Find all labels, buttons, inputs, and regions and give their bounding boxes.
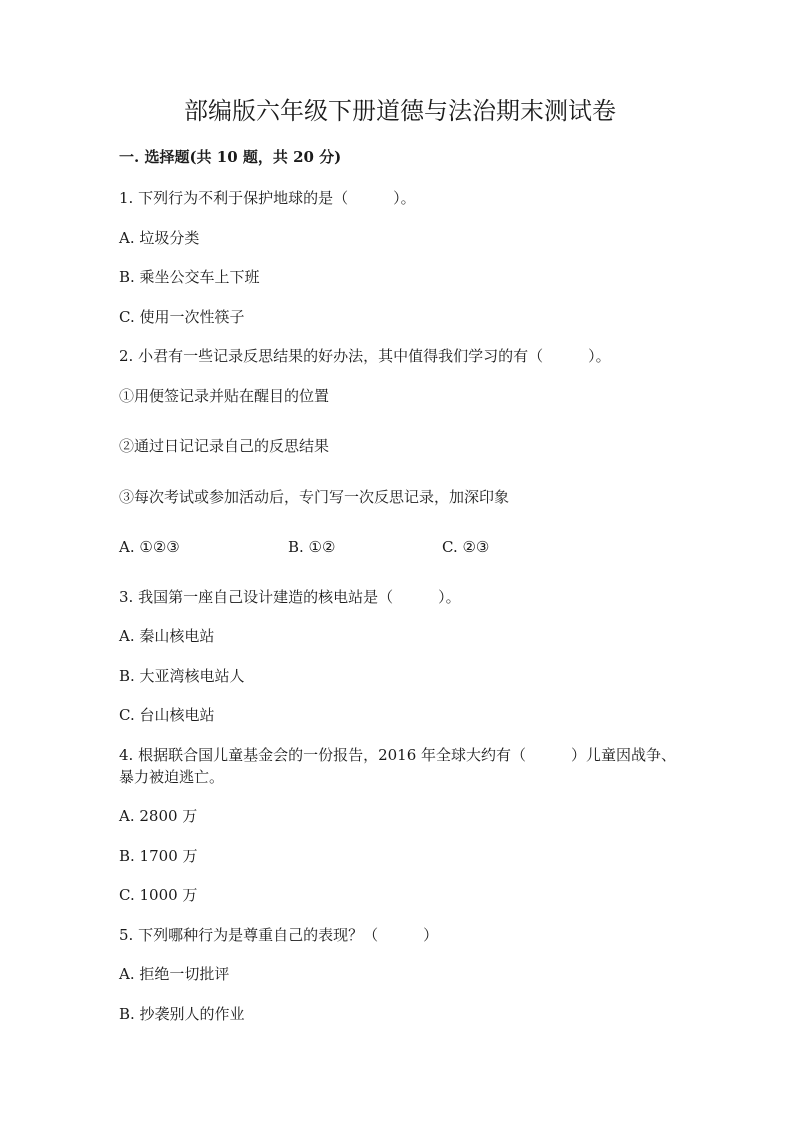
question-2-stem: 2. 小君有一些记录反思结果的好办法，其中值得我们学习的有（ ）。 [119, 347, 611, 365]
question-3-option-c: C. 台山核电站 [119, 706, 215, 724]
question-5-option-b: B. 抄袭别人的作业 [119, 1005, 245, 1023]
question-2-statement-3: ③每次考试或参加活动后，专门写一次反思记录，加深印象 [119, 488, 510, 506]
question-4-option-b: B. 1700 万 [119, 847, 198, 865]
question-2-option-a: A. ①②③ [119, 538, 180, 556]
question-3-option-a: A. 秦山核电站 [119, 627, 215, 645]
question-2-statement-2: ②通过日记记录自己的反思结果 [119, 437, 330, 455]
question-3-stem: 3. 我国第一座自己设计建造的核电站是（ ）。 [119, 588, 461, 606]
question-2-statement-1: ①用便签记录并贴在醒目的位置 [119, 387, 330, 405]
question-5-stem: 5. 下列哪种行为是尊重自己的表现？（ ） [119, 926, 439, 944]
question-4-stem: 4. 根据联合国儿童基金会的一份报告，2016 年全球大约有（ ）儿童因战争、暴力被迫逃亡。 [119, 746, 677, 786]
question-1-stem: 1. 下列行为不利于保护地球的是（ ）。 [119, 189, 416, 207]
question-3-option-b: B. 大亚湾核电站人 [119, 667, 245, 685]
question-5-option-a: A. 拒绝一切批评 [119, 965, 230, 983]
page-title: 部编版六年级下册道德与法治期末测试卷 [184, 97, 616, 125]
question-1-option-b: B. 乘坐公交车上下班 [119, 268, 260, 286]
question-2-option-c: C. ②③ [442, 538, 490, 556]
question-1-option-a: A. 垃圾分类 [119, 229, 200, 247]
question-4-option-a: A. 2800 万 [119, 807, 198, 825]
section-heading: 一. 选择题(共 10 题，共 20 分) [119, 148, 342, 166]
question-4-option-c: C. 1000 万 [119, 886, 198, 904]
question-2-option-b: B. ①② [288, 538, 336, 556]
question-1-option-c: C. 使用一次性筷子 [119, 308, 245, 326]
